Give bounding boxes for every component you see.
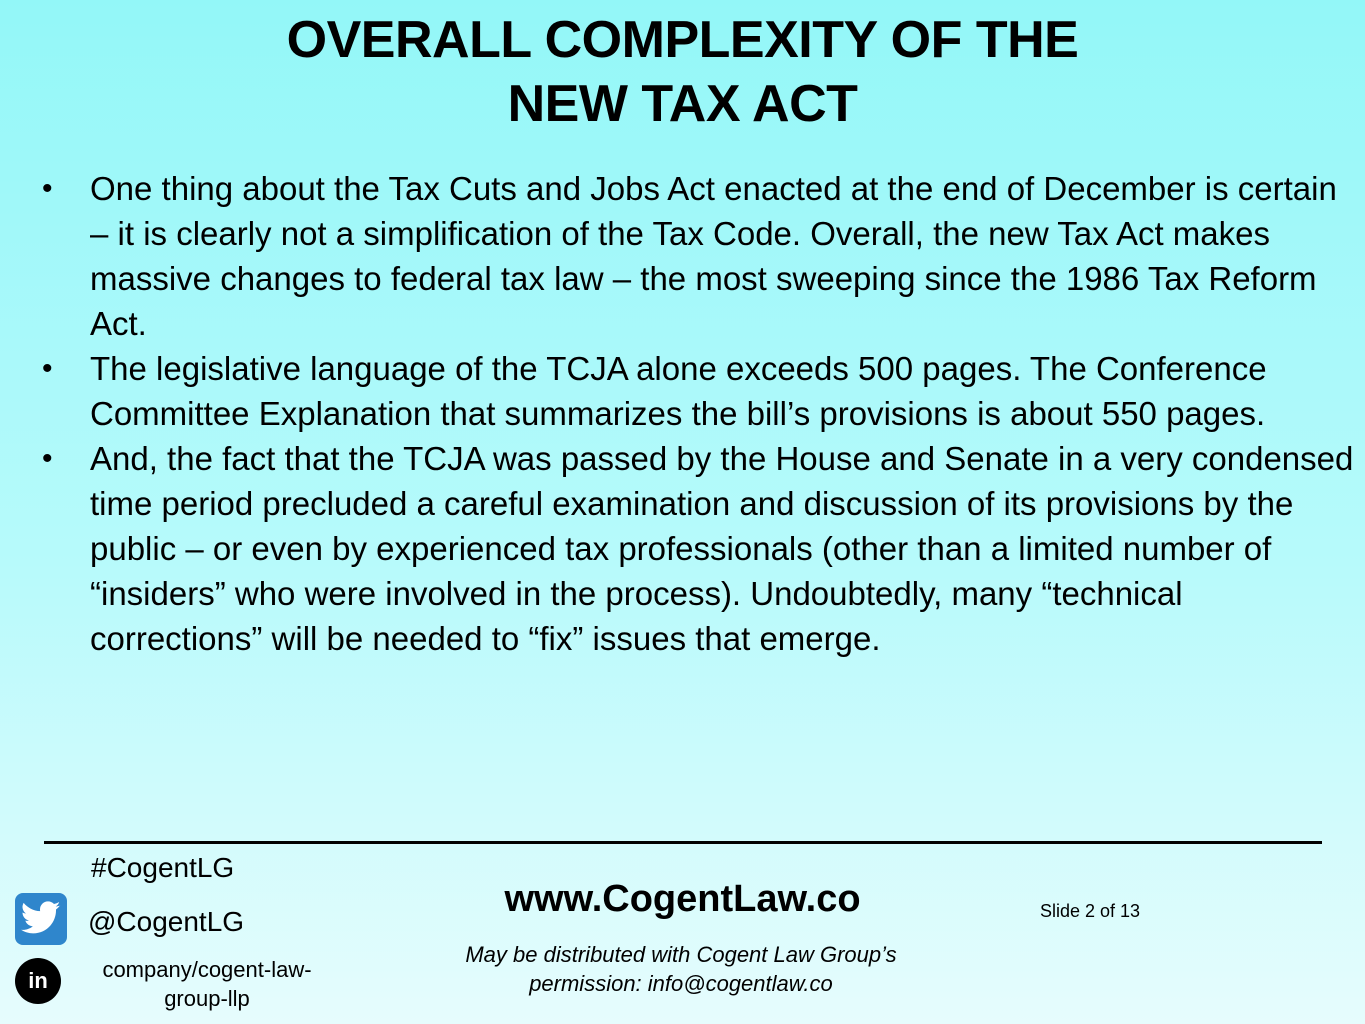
twitter-handle[interactable]: @CogentLG <box>88 906 245 937</box>
bullet-marker: • <box>42 352 53 385</box>
slide-title-line-1: OVERALL COMPLEXITY OF THE <box>286 11 1079 69</box>
bullet-item <box>36 346 1356 436</box>
distribution-disclaimer: May be distributed with Cogent Law Group’s permission: info@cogentlaw.co <box>465 942 897 996</box>
hashtag-label: #CogentLG <box>91 852 235 883</box>
slide-number: Slide 2 of 13 <box>1040 901 1141 921</box>
bullet-item <box>36 166 1356 346</box>
bullet-list <box>36 166 1356 661</box>
bullet-text: The legislative language of the TCJA alone exceeds 500 pages. The Conference Committee Explanation that summarizes the bill’s provisions is about 550 pages. <box>90 350 1267 432</box>
footer-divider <box>44 841 1322 844</box>
linkedin-icon[interactable]: in <box>15 958 61 1004</box>
website-link[interactable]: www.CogentLaw.co <box>504 878 861 920</box>
bullet-text: One thing about the Tax Cuts and Jobs Act enacted at the end of December is certain – it is clearly not a simplification of the Tax Code. Overall, the new Tax Act makes massive changes to federal tax law – the most sweeping since the 1986 Tax Reform Act. <box>90 170 1337 342</box>
linkedin-company-link[interactable]: company/cogent-law-group-llp <box>102 957 312 1011</box>
bullet-text: And, the fact that the TCJA was passed by the House and Senate in a very condensed time period precluded a careful examination and discussion of its provisions by the public – or even by experienced tax professionals (other than a limited number of “insiders” who were involved in the process). Undoubtedly, many “technical corrections” will be needed to “fix” issues that emerge. <box>90 440 1354 657</box>
slide-title <box>0 8 1365 136</box>
bullet-marker: • <box>42 172 53 205</box>
bullet-item <box>36 436 1356 661</box>
slide-title-line-2: NEW TAX ACT <box>507 75 858 133</box>
bullet-marker: • <box>42 442 53 475</box>
